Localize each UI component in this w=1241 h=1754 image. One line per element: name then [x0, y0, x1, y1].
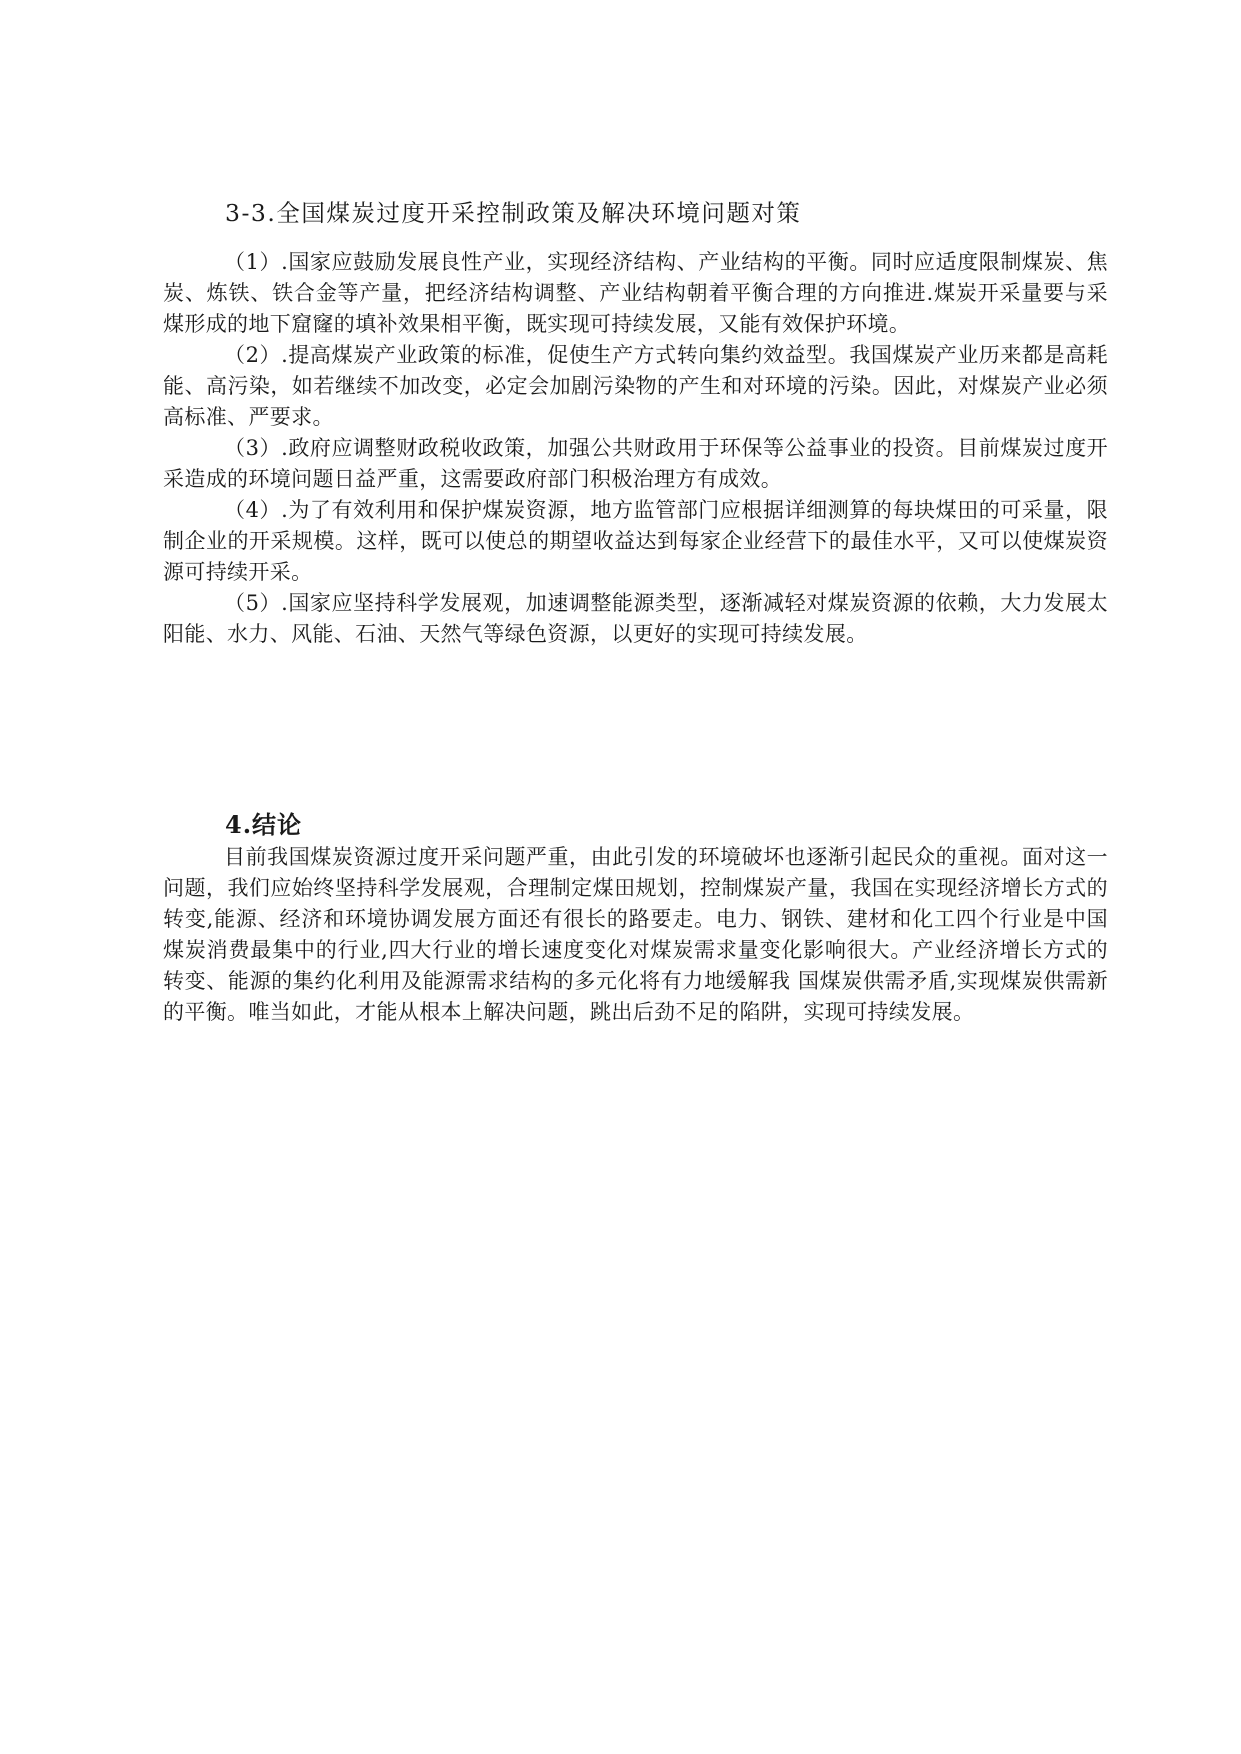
policy-paragraph-2: （2）.提高煤炭产业政策的标准，促使生产方式转向集约效益型。我国煤炭产业历来都是高耗能、高污染，如若继续不加改变，必定会加剧污染物的产生和对环境的污染。因此，对煤炭产业必须高标准、严要求。 — [163, 343, 1108, 429]
conclusion-body — [163, 842, 1108, 1028]
policy-paragraph-5: （5）.国家应坚持科学发展观，加速调整能源类型，逐渐减轻对煤炭资源的依赖，大力发展太阳能、水力、风能、石油、天然气等绿色资源，以更好的实现可持续发展。 — [163, 591, 1108, 646]
policy-paragraph-4: （4）.为了有效利用和保护煤炭资源，地方监管部门应根据详细测算的每块煤田的可采量，限制企业的开采规模。这样，既可以使总的期望收益达到每家企业经营下的最佳水平，又可以使煤炭资源可持续开采。 — [163, 498, 1108, 584]
conclusion-heading: 4.结论 — [225, 810, 303, 839]
policy-paragraphs — [163, 247, 1108, 650]
section-heading: 3-3.全国煤炭过度开采控制政策及解决环境问题对策 — [225, 199, 802, 227]
conclusion-paragraph: 目前我国煤炭资源过度开采问题严重，由此引发的环境破坏也逐渐引起民众的重视。面对这一问题，我们应始终坚持科学发展观，合理制定煤田规划，控制煤炭产量，我国在实现经济增长方式的转变,能源、经济和环境协调发展方面还有很长的路要走。电力、钢铁、建材和化工四个行业是中国煤炭消费最集中的行业,四大行业的增长速度变化对煤炭需求量变化影响很大。产业经济增长方式的转变、能源的集约化利用及能源需求结构的多元化将有力地缓解我 国煤炭供需矛盾,实现煤炭供需新的平衡。唯当如此，才能从根本上解决问题，跳出后劲不足的陷阱，实现可持续发展。 — [163, 845, 1108, 1024]
policy-paragraph-1: （1）.国家应鼓励发展良性产业，实现经济结构、产业结构的平衡。同时应适度限制煤炭、焦炭、炼铁、铁合金等产量，把经济结构调整、产业结构朝着平衡合理的方向推进.煤炭开采量要与采煤形成的地下窟窿的填补效果相平衡，既实现可持续发展，又能有效保护环境。 — [163, 250, 1108, 336]
policy-paragraph-3: （3）.政府应调整财政税收政策，加强公共财政用于环保等公益事业的投资。目前煤炭过度开采造成的环境问题日益严重，这需要政府部门积极治理方有成效。 — [163, 436, 1108, 491]
